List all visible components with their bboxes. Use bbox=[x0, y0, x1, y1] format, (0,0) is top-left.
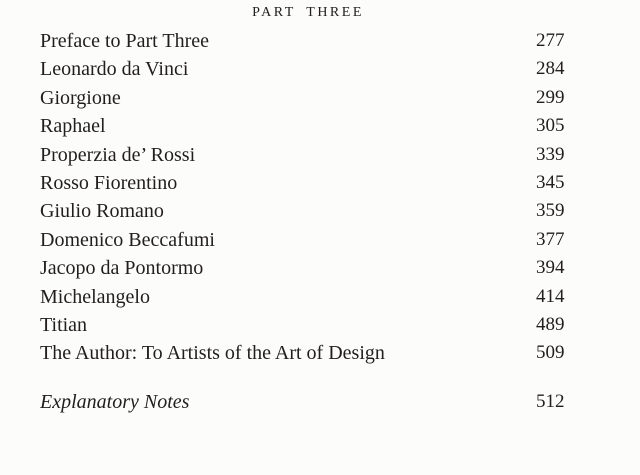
toc-entry bbox=[40, 311, 600, 339]
toc-entry-title: Explanatory Notes bbox=[40, 390, 190, 413]
toc-entry-title: Preface to Part Three bbox=[40, 30, 209, 52]
toc-entry-page: 299 bbox=[536, 86, 565, 108]
toc-entry-title: Jacopo da Pontormo bbox=[40, 257, 204, 280]
toc-entry bbox=[40, 55, 600, 83]
book-toc-page bbox=[0, 5, 640, 475]
toc-entry-title: Domenico Beccafumi bbox=[40, 228, 215, 251]
toc-entry-page: 512 bbox=[536, 390, 565, 412]
toc-entry-title: Michelangelo bbox=[40, 285, 150, 308]
toc-entry-list bbox=[40, 27, 600, 416]
toc-entry-explanatory-notes bbox=[40, 388, 600, 416]
toc-entry bbox=[40, 197, 600, 225]
toc-entry-page: 377 bbox=[536, 228, 565, 250]
toc-entry-title: The Author: To Artists of the Art of Design bbox=[40, 342, 385, 365]
toc-entry bbox=[40, 141, 600, 169]
toc-entry-page: 305 bbox=[536, 115, 565, 137]
toc-entry-page: 345 bbox=[536, 172, 565, 194]
toc-entry bbox=[40, 169, 600, 197]
toc-entry-page: 359 bbox=[536, 200, 565, 222]
toc-entry bbox=[40, 339, 600, 367]
toc-entry-title: Raphael bbox=[40, 115, 106, 138]
toc-entry-page: 277 bbox=[536, 30, 565, 51]
toc-entry bbox=[40, 254, 600, 282]
toc-entry-title: Giulio Romano bbox=[40, 200, 164, 223]
toc-entry bbox=[40, 27, 600, 55]
toc-entry bbox=[40, 84, 600, 112]
toc-entry-title: Rosso Fiorentino bbox=[40, 172, 178, 195]
toc-entry-title: Titian bbox=[40, 314, 88, 337]
toc-entry-title: Leonardo da Vinci bbox=[40, 58, 189, 81]
toc-entry bbox=[40, 283, 600, 311]
toc-entry-page: 394 bbox=[536, 257, 565, 279]
toc-entry-page: 284 bbox=[536, 58, 565, 80]
toc-entry-page: 509 bbox=[536, 342, 565, 364]
toc-entry-title: Properzia de’ Rossi bbox=[40, 143, 196, 166]
toc-entry bbox=[40, 226, 600, 254]
toc-entry-page: 489 bbox=[536, 314, 565, 336]
section-heading: PART THREE bbox=[252, 5, 364, 20]
toc-entry-page: 414 bbox=[536, 285, 565, 307]
toc-entry-title: Giorgione bbox=[40, 86, 121, 109]
toc-entry bbox=[40, 112, 600, 140]
toc-entry-page: 339 bbox=[536, 143, 565, 165]
